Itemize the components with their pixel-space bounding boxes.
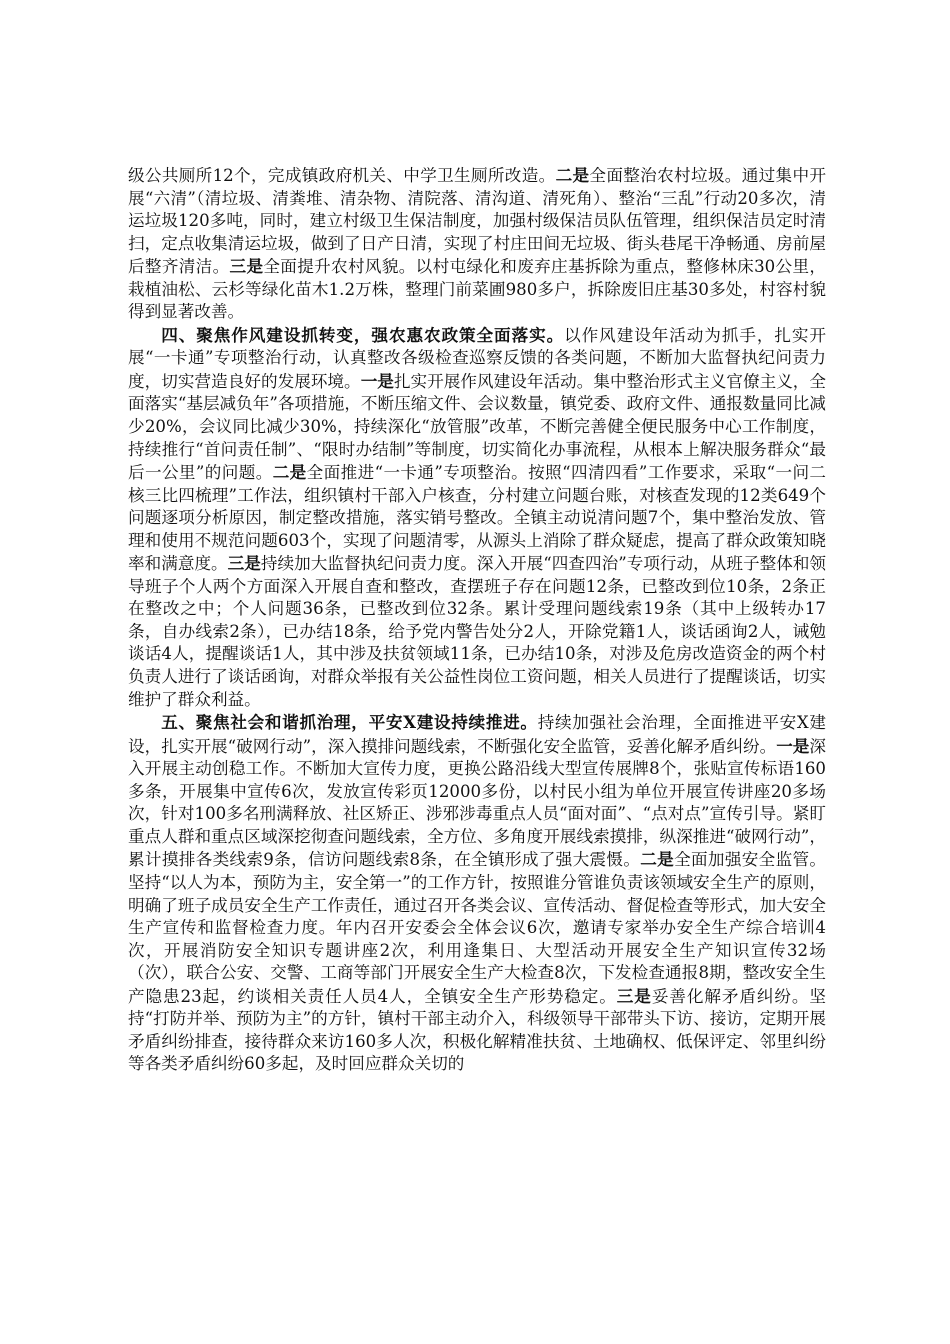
- paragraph-text: 以作风建设年活动为抓手，扎实开展“一卡通”专项整治行动，认真整改各级检查巡察反馈的各类问题，不断加大监督执纪问责力度，切实营造良好的发展环境。: [128, 325, 827, 391]
- paragraph-text: 全面加强安全监管。坚持“以人为本，预防为主，安全第一”的工作方针，按照谁分管谁负责该领域安全生产的原则，明确了班子成员安全生产工作责任，通过召开各类会议、宣传活动、督促检查等形式，加大安全生产宣传和监督检查力度。年内召开安委会全体会议6次，邀请专家举办安全生产综合培训4次，开展消防安全知识专题讲座2次，利用逢集日、大型活动开展安全生产知识宣传32场（次），联合公安、交警、工商等部门开展安全生产大检查8次，下发检查通报8期，整改安全生产隐患23起，约谈相关责任人员4人，全镇安全生产形势稳定。: [128, 850, 826, 1006]
- paragraph-section-five: [128, 711, 826, 1076]
- paragraph-text: 级公共厕所12个，完成镇政府机关、中学卫生厕所改造。: [128, 166, 556, 185]
- bold-marker: 一是: [360, 370, 394, 391]
- paragraph-sanitation: [128, 164, 826, 324]
- bold-marker: 二是: [272, 462, 307, 483]
- paragraph-text: 全面提升农村风貌。以村屯绿化和废弃庄基拆除为重点，整修林床30公里，栽植油松、云杉等绿化苗木1.2万株，整理门前菜圃980多户，拆除废旧庄基30多处，村容村貌得到显著改善。: [128, 257, 826, 322]
- document-page: [128, 164, 826, 1076]
- section-heading: 五、聚焦社会和谐抓治理，平安X建设持续推进。: [161, 712, 538, 733]
- paragraph-text: 全面整治农村垃圾。通过集中开展“六清”（清垃圾、清粪堆、清杂物、清院落、清沟道、清死角）、整治“三乱”行动20多次，清运垃圾120多吨，同时，建立村级卫生保洁制度，加强村级保洁员队伍管理，组织保洁员定时清扫，定点收集清运垃圾，做到了日产日清，实现了村庄田间无垃圾、街头巷尾干净畅通、房前屋后整齐清洁。: [128, 166, 826, 277]
- bold-marker: 三是: [227, 553, 261, 574]
- paragraph-text: 妥善化解矛盾纠纷。坚持“打防并举、预防为主”的方针，镇村干部主动介入，科级领导干部带头下访、接访，定期开展矛盾纠纷排查，接待群众来访160多人次，积极化解精准扶贫、土地确权、低保评定、邻里纠纷等各类矛盾纠纷60多起，及时回应群众关切的: [128, 986, 827, 1074]
- section-heading: 四、聚焦作风建设抓转变，强农惠农政策全面落实。: [161, 324, 565, 345]
- bold-marker: 二是: [555, 165, 590, 185]
- bold-marker: 一是: [776, 735, 810, 756]
- paragraph-text: 全面推进“一卡通”专项整治。按照“四清四看”工作要求，采取“一问二核三比四梳理”工作法，组织镇村干部入户核查，分村建立问题台账，对核查发现的12类649个问题逐项分析原因，制定整改措施，落实销号整改。全镇主动说清问题7个，集中整治发放、管理和使用不规范问题603个，实现了问题清零，从源头上消除了群众疑虑，提高了群众政策知晓率和满意度。: [128, 463, 827, 574]
- paragraph-text: 持续加大监督执纪问责力度。深入开展“四查四治”专项行动，从班子整体和领导班子个人两个方面深入开展自查和整改，查摆班子存在问题12条，已整改到位10条，2条正在整改之中；个人问题36条，已整改到位32条。累计受理问题线索19条（其中上级转办17条，自办线索2条），已办结18条，给予党内警告处分2人，开除党籍1人，谈话函询2人，诫勉谈话4人，提醒谈话1人，其中涉及扶贫领域11条，已办结10条，对涉及危房改造资金的两个村负责人进行了谈话函询，对群众举报有关公益性岗位工资问题，相关人员进行了提醒谈话，切实维护了群众利益。: [128, 554, 827, 709]
- bold-marker: 三是: [616, 985, 652, 1006]
- bold-marker: 三是: [229, 256, 264, 277]
- paragraph-text: 深入开展主动创稳工作。不断加大宣传力度，更换公路沿线大型宣传展牌8个，张贴宣传标语160多条，开展集中宣传6次，发放宣传彩页12000多份，以村民小组为单位开展宣传讲座20多场次，针对100多名刑满释放、社区矫正、涉邪涉毒重点人员“面对面”、“点对点”宣传引导。紧盯重点人群和重点区域深挖彻查问题线索，全方位、多角度开展线索摸排，纵深推进“破网行动”，累计摸排各类线索9条，信访问题线索8条，在全镇形成了强大震慑。: [128, 736, 827, 870]
- paragraph-text: 扎实开展作风建设年活动。集中整治形式主义官僚主义，全面落实“基层减负年”各项措施，不断压缩文件、会议数量，镇党委、政府文件、通报数量同比减少20%，会议同比减少30%，持续深化“放管服”改革，不断完善健全便民服务中心工作制度，持续推行“首问责任制”、“限时办结制”等制度，切实简化办事流程，从根本上解决服务群众“最后一公里”的问题。: [128, 371, 827, 483]
- bold-marker: 二是: [640, 849, 675, 870]
- paragraph-section-four: [128, 324, 826, 711]
- paragraph-text: 持续加强社会治理，全面推进平安X建设，扎实开展“破网行动”，深入摸排问题线索，不断强化安全监管，妥善化解矛盾纠纷。: [128, 713, 827, 756]
